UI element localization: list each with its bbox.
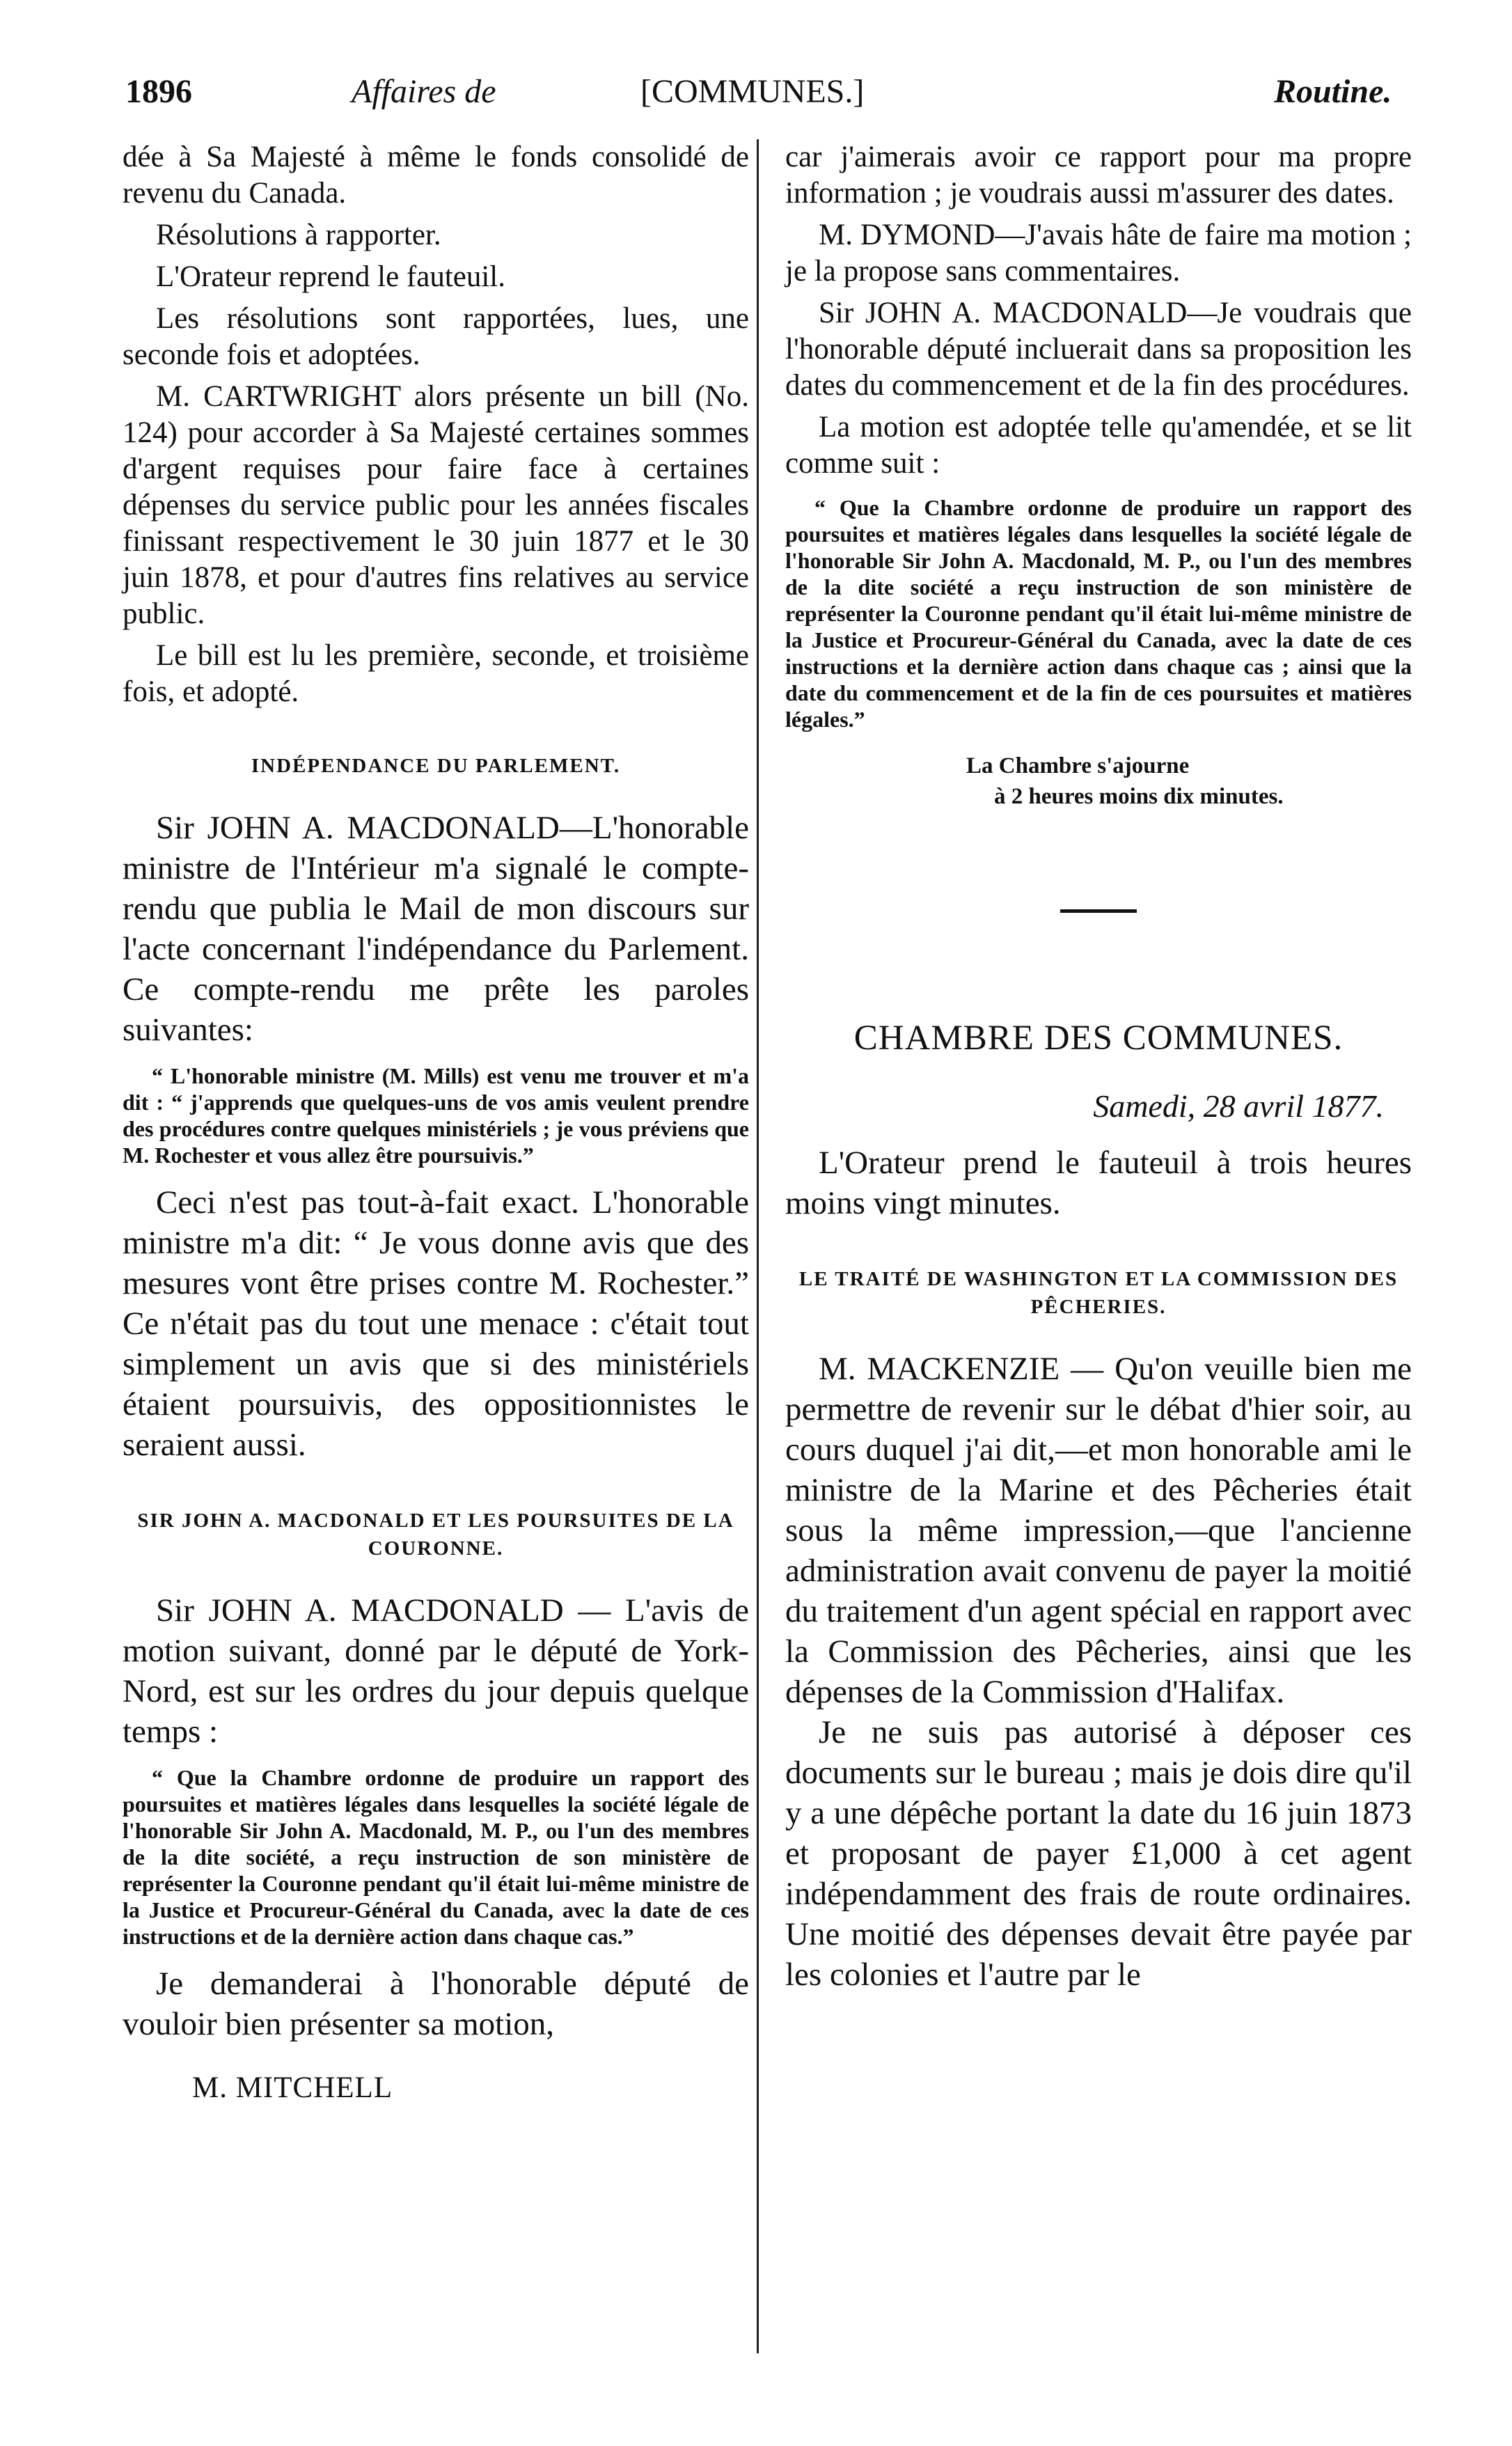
paragraph: L'Orateur reprend le fauteuil. [156, 260, 505, 293]
running-header [125, 72, 1399, 121]
paragraph: M. MACKENZIE — Qu'on veuille bien me permettre de revenir sur le débat d'hier soir, au cours duquel j'ai dit,—et mon honorable ami le ministre de la Marine et des Pêcheries était sous la même impression,—que l'ancienne administration avait convenu de payer la moitié du traitement d'un agent spécial en rapport avec la Commission des Pêcheries, ainsi que les dépenses de la Commission d'Halifax. [785, 1351, 1412, 1710]
adjournment-note [785, 751, 1412, 812]
header-left-title: Affaires de [352, 73, 496, 110]
paragraph: dée à Sa Majesté à même le fonds consolidé de revenu du Canada. [123, 141, 749, 210]
paragraph: Le bill est lu les première, seconde, et troisième fois, et adopté. [123, 639, 749, 708]
left-column [123, 139, 749, 2105]
block-quote: “ Que la Chambre ordonne de produire un rapport des poursuites et matières légales dans lesquelles la société légale de l'honorable Sir John A. Macdonald, M. P., ou l'un des membres de la dite société, a reçu instruction de son ministère de représenter la Couronne pendant qu'il était lui-même ministre de la Justice et Procureur-Général du Canada, avec la date de ces instructions et de la dernière action dans chaque cas.” [123, 1765, 749, 1949]
paragraph: L'Orateur prend le fauteuil à trois heures moins vingt minutes. [785, 1145, 1412, 1221]
paragraph: Sir JOHN A. MACDONALD—Je voudrais que l'honorable député incluerait dans sa proposition les dates du commencement et de la fin des procédures. [785, 297, 1412, 402]
chamber-title: CHAMBRE DES COMMUNES. [853, 1019, 1344, 1058]
column-divider [757, 139, 759, 2353]
paragraph: Les résolutions sont rapportées, lues, une seconde fois et adoptées. [123, 302, 749, 371]
section-heading: SIR JOHN A. MACDONALD ET LES POURSUITES DE LA COURONNE. [137, 1510, 734, 1560]
catchword: M. MITCHELL [192, 2071, 393, 2104]
right-column [785, 139, 1412, 1995]
block-quote: “ Que la Chambre ordonne de produire un rapport des poursuites et matières légales dans lesquelles la société légale de l'honorable Sir John A. Macdonald, M. P., ou l'un des membres de la dite société a reçu instruction de son ministère de représenter la Couronne pendant qu'il était lui-même ministre de la Justice et Procureur-Général du Canada, avec la date de ces instructions et la dernière action dans chaque cas ; ainsi que la date du commencement et de la fin de ces poursuites et matières légales.” [785, 495, 1412, 732]
adjournment-line: La Chambre s'ajourne [966, 753, 1190, 778]
section-separator [1060, 909, 1137, 913]
paragraph: Sir JOHN A. MACDONALD — L'avis de motion suivant, donné par le député de York-Nord, est sur les ordres du jour depuis quelque temps : [123, 1592, 749, 1750]
adjournment-line: à 2 heures moins dix minutes. [994, 784, 1284, 809]
section-heading: INDÉPENDANCE DU PARLEMENT. [251, 755, 621, 777]
paragraph: Je demanderai à l'honorable député de vouloir bien présenter sa motion, [123, 1966, 749, 2042]
paragraph: Ceci n'est pas tout-à-fait exact. L'honorable ministre m'a dit: “ Je vous donne avis que des mesures vont être prises contre M. Rochester.” Ce n'était pas du tout une menace : c'était tout simplement un avis que si des ministériels étaient poursuivis, des oppositionnistes le seraient aussi. [123, 1184, 749, 1463]
header-center-title: [COMMUNES.] [640, 73, 865, 110]
paragraph: Sir JOHN A. MACDONALD—L'honorable ministre de l'Intérieur m'a signalé le compte-rendu que publia le Mail de mon discours sur l'acte concernant l'indépendance du Parlement. Ce compte-rendu me prête les paroles suivantes: [123, 810, 749, 1048]
page-number: 1896 [125, 73, 192, 110]
paragraph: car j'aimerais avoir ce rapport pour ma propre information ; je voudrais aussi m'assurer des dates. [785, 141, 1412, 210]
block-quote: “ L'honorable ministre (M. Mills) est venu me trouver et m'a dit : “ j'apprends que quelques-uns de vos amis veulent prendre des procédures contre quelques ministériels ; je vous préviens que M. Rochester et vous allez être poursuivis.” [123, 1063, 749, 1168]
header-right-title: Routine. [1274, 73, 1392, 110]
paragraph: M. CARTWRIGHT alors présente un bill (No. 124) pour accorder à Sa Majesté certaines sommes d'argent requises pour faire face à certaines dépenses du service public pour les années fiscales finissant respectivement le 30 juin 1877 et le 30 juin 1878, et pour d'autres fins relatives au service public. [123, 380, 749, 630]
session-date: Samedi, 28 avril 1877. [1093, 1088, 1384, 1124]
paragraph: Je ne suis pas autorisé à déposer ces documents sur le bureau ; mais je dois dire qu'il y a une dépêche portant la date du 16 juin 1873 et proposant de payer £1,000 à cet agent indépendamment des frais de route ordinaires. Une moitié des dépenses devait être payée par les colonies et l'autre par le [785, 1714, 1412, 1993]
paragraph: M. DYMOND—J'avais hâte de faire ma motion ; je la propose sans commentaires. [785, 219, 1412, 288]
paragraph: La motion est adoptée telle qu'amendée, et se lit comme suit : [785, 411, 1412, 480]
paragraph: Résolutions à rapporter. [156, 219, 441, 251]
section-heading: LE TRAITÉ DE WASHINGTON ET LA COMMISSION DES PÊCHERIES. [798, 1268, 1399, 1318]
